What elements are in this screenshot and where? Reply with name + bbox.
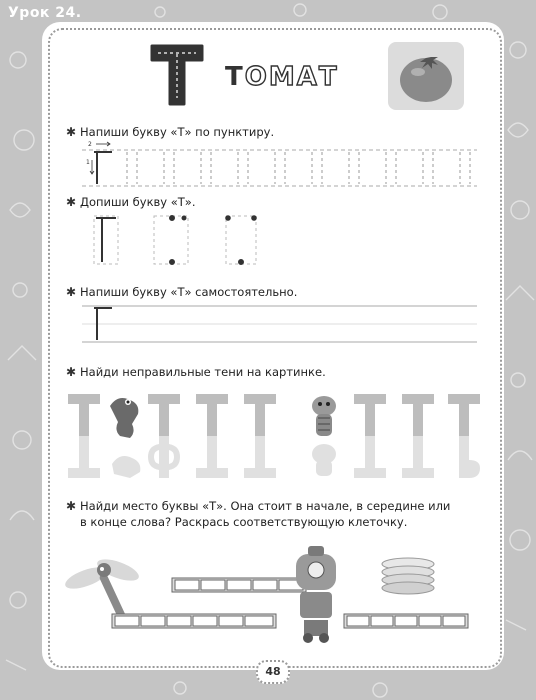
star-icon: ✱ (66, 195, 77, 209)
task-5-text-line1: Найди место буквы «Т». Она стоит в начале, в середине или (80, 499, 451, 513)
word-first-letter: Т (225, 62, 245, 92)
word-tomat (225, 62, 339, 92)
task-3-text: Напиши букву «Т» самостоятельно. (80, 285, 298, 299)
complete-letter-boxes (82, 212, 282, 270)
star-icon: ✱ (66, 125, 77, 139)
task-2 (66, 194, 196, 210)
letter-boxes-plates[interactable] (344, 614, 468, 628)
star-icon: ✱ (66, 499, 77, 513)
free-writing-row (82, 300, 482, 348)
crocodile-image (110, 398, 140, 478)
tracing-row (82, 140, 482, 192)
tiger-image (312, 396, 336, 476)
tomato-image-box (388, 42, 464, 110)
shadows-picture (62, 386, 482, 486)
task-5 (66, 498, 450, 530)
task-5-text-line2: в конце слова? Раскрась соответствующую клеточку. (80, 515, 408, 529)
big-letter-t (148, 42, 206, 108)
stroke-mark-2: 2 (88, 141, 92, 148)
letter-position-pictures (62, 540, 482, 668)
stroke-mark-1: 1 (86, 159, 90, 166)
letter-boxes-dragonfly[interactable] (112, 578, 306, 628)
dragonfly-image (63, 555, 142, 621)
word-rest: ОМАТ (244, 62, 339, 92)
page-number: 48 (256, 660, 290, 684)
star-icon: ✱ (66, 365, 77, 379)
lesson-label: Урок 24. (8, 5, 82, 21)
plates-image (382, 558, 434, 594)
task-4 (66, 364, 326, 380)
task-1-text: Напиши букву «Т» по пунктиру. (80, 125, 275, 139)
task-3 (66, 284, 297, 300)
task-2-text: Допиши букву «Т». (80, 195, 196, 209)
tomato-image (388, 42, 464, 110)
star-icon: ✱ (66, 285, 77, 299)
robot-image (296, 546, 336, 643)
task-4-text: Найди неправильные тени на картинке. (80, 365, 326, 379)
task-1 (66, 124, 274, 140)
